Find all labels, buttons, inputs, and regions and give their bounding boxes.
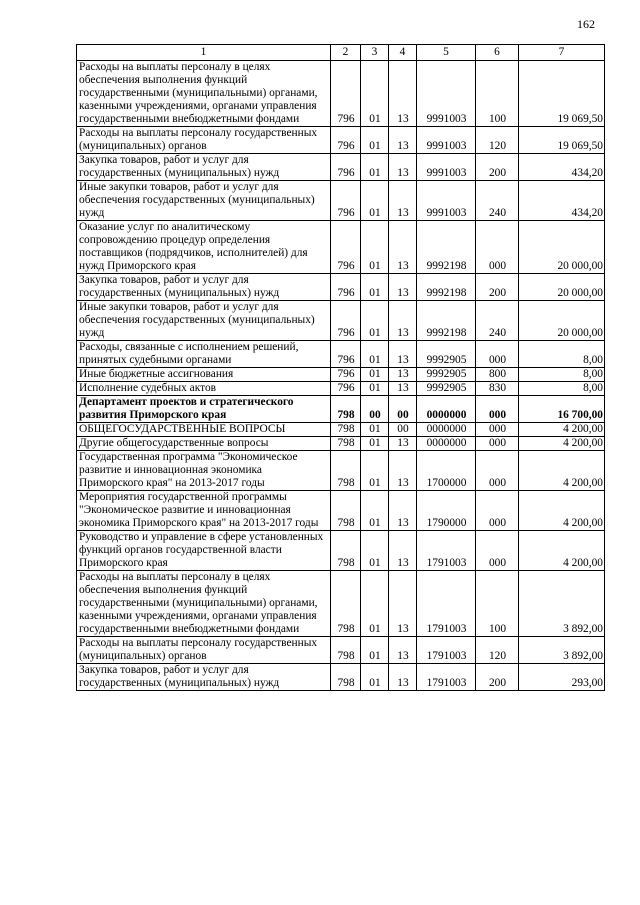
row-section-code: 01 — [361, 221, 389, 274]
row-subsection-code: 13 — [389, 664, 417, 691]
row-target-article: 1791003 — [417, 664, 476, 691]
row-name: Расходы на выплаты персоналу в целях обеспечения выполнения функций государственными (муниципальными) органами, казенными учреждениями, органами управления государственными внебюджетными фондами — [77, 61, 331, 127]
row-section-code: 01 — [361, 637, 389, 664]
row-department-code: 798 — [331, 664, 361, 691]
table-row — [77, 154, 605, 181]
row-department-code: 798 — [331, 531, 361, 571]
row-name: Закупка товаров, работ и услуг для государственных (муниципальных) нужд — [77, 274, 331, 301]
row-subsection-code: 00 — [389, 396, 417, 423]
row-subsection-code: 13 — [389, 531, 417, 571]
row-expense-type: 000 — [476, 221, 519, 274]
row-amount: 8,00 — [519, 368, 605, 382]
row-subsection-code: 13 — [389, 301, 417, 341]
row-department-code: 798 — [331, 451, 361, 491]
row-target-article: 9991003 — [417, 181, 476, 221]
row-amount: 20 000,00 — [519, 301, 605, 341]
row-expense-type: 800 — [476, 368, 519, 382]
row-department-code: 796 — [331, 274, 361, 301]
row-expense-type: 120 — [476, 127, 519, 154]
header-cell: 2 — [331, 45, 361, 61]
row-section-code: 01 — [361, 531, 389, 571]
table-row — [77, 127, 605, 154]
row-section-code: 01 — [361, 664, 389, 691]
row-amount: 434,20 — [519, 154, 605, 181]
row-name: Исполнение судебных актов — [77, 382, 331, 396]
row-department-code: 798 — [331, 571, 361, 637]
row-section-code: 01 — [361, 154, 389, 181]
row-expense-type: 000 — [476, 491, 519, 531]
row-subsection-code: 13 — [389, 61, 417, 127]
row-expense-type: 100 — [476, 61, 519, 127]
table-row — [77, 382, 605, 396]
row-expense-type: 000 — [476, 341, 519, 368]
table-row — [77, 396, 605, 423]
row-target-article: 9992905 — [417, 341, 476, 368]
row-amount: 8,00 — [519, 382, 605, 396]
row-name: Государственная программа "Экономическое развитие и инновационная экономика Приморского края" на 2013-2017 годы — [77, 451, 331, 491]
row-amount: 8,00 — [519, 341, 605, 368]
row-target-article: 1791003 — [417, 637, 476, 664]
table-row — [77, 531, 605, 571]
row-section-code: 01 — [361, 451, 389, 491]
row-department-code: 796 — [331, 368, 361, 382]
row-amount: 20 000,00 — [519, 221, 605, 274]
row-subsection-code: 13 — [389, 571, 417, 637]
row-department-code: 796 — [331, 221, 361, 274]
row-target-article: 9992198 — [417, 221, 476, 274]
header-cell: 4 — [389, 45, 417, 61]
row-subsection-code: 13 — [389, 181, 417, 221]
row-amount: 3 892,00 — [519, 637, 605, 664]
row-amount: 4 200,00 — [519, 491, 605, 531]
row-expense-type: 200 — [476, 274, 519, 301]
row-department-code: 798 — [331, 437, 361, 451]
table-row — [77, 664, 605, 691]
row-subsection-code: 13 — [389, 154, 417, 181]
row-target-article: 9991003 — [417, 61, 476, 127]
row-name: Иные закупки товаров, работ и услуг для обеспечения государственных (муниципальных) нужд — [77, 181, 331, 221]
row-amount: 3 892,00 — [519, 571, 605, 637]
row-amount: 293,00 — [519, 664, 605, 691]
row-name: Департамент проектов и стратегического развития Приморского края — [77, 396, 331, 423]
row-subsection-code: 13 — [389, 437, 417, 451]
table-row — [77, 341, 605, 368]
row-expense-type: 000 — [476, 451, 519, 491]
row-section-code: 01 — [361, 437, 389, 451]
row-amount: 4 200,00 — [519, 437, 605, 451]
row-department-code: 798 — [331, 396, 361, 423]
row-section-code: 01 — [361, 491, 389, 531]
row-subsection-code: 13 — [389, 274, 417, 301]
row-name: Расходы на выплаты персоналу государственных (муниципальных) органов — [77, 127, 331, 154]
row-expense-type: 000 — [476, 423, 519, 437]
row-expense-type: 830 — [476, 382, 519, 396]
row-subsection-code: 13 — [389, 451, 417, 491]
row-subsection-code: 13 — [389, 637, 417, 664]
row-expense-type: 240 — [476, 181, 519, 221]
row-subsection-code: 13 — [389, 491, 417, 531]
row-expense-type: 200 — [476, 664, 519, 691]
row-subsection-code: 13 — [389, 382, 417, 396]
row-target-article: 9991003 — [417, 154, 476, 181]
table-row — [77, 571, 605, 637]
row-department-code: 796 — [331, 382, 361, 396]
row-subsection-code: 13 — [389, 221, 417, 274]
table-row — [77, 491, 605, 531]
row-amount: 16 700,00 — [519, 396, 605, 423]
table-row — [77, 274, 605, 301]
row-section-code: 01 — [361, 61, 389, 127]
row-name: ОБЩЕГОСУДАРСТВЕННЫЕ ВОПРОСЫ — [77, 423, 331, 437]
row-department-code: 796 — [331, 127, 361, 154]
row-department-code: 796 — [331, 61, 361, 127]
table-row — [77, 451, 605, 491]
row-name: Мероприятия государственной программы "Экономическое развитие и инновационная экономика Приморского края" на 2013-2017 годы — [77, 491, 331, 531]
row-name: Расходы на выплаты персоналу государственных (муниципальных) органов — [77, 637, 331, 664]
row-subsection-code: 13 — [389, 341, 417, 368]
row-target-article: 0000000 — [417, 423, 476, 437]
row-target-article: 1790000 — [417, 491, 476, 531]
row-name: Оказание услуг по аналитическому сопровождению процедур определения поставщиков (подрядчиков, исполнителей) для нужд Приморского края — [77, 221, 331, 274]
row-amount: 4 200,00 — [519, 423, 605, 437]
row-subsection-code: 13 — [389, 127, 417, 154]
header-cell: 3 — [361, 45, 389, 61]
header-cell: 1 — [77, 45, 331, 61]
row-section-code: 01 — [361, 181, 389, 221]
row-section-code: 01 — [361, 341, 389, 368]
budget-table — [76, 44, 605, 691]
table-row — [77, 437, 605, 451]
row-target-article: 1791003 — [417, 571, 476, 637]
row-expense-type: 120 — [476, 637, 519, 664]
row-expense-type: 000 — [476, 437, 519, 451]
header-cell: 7 — [519, 45, 605, 61]
row-name: Закупка товаров, работ и услуг для государственных (муниципальных) нужд — [77, 664, 331, 691]
row-name: Закупка товаров, работ и услуг для государственных (муниципальных) нужд — [77, 154, 331, 181]
row-department-code: 798 — [331, 491, 361, 531]
row-expense-type: 000 — [476, 396, 519, 423]
row-target-article: 1700000 — [417, 451, 476, 491]
row-target-article: 9992905 — [417, 368, 476, 382]
row-subsection-code: 13 — [389, 368, 417, 382]
row-section-code: 01 — [361, 368, 389, 382]
table-row — [77, 423, 605, 437]
table-row — [77, 181, 605, 221]
row-section-code: 01 — [361, 571, 389, 637]
row-amount: 19 069,50 — [519, 127, 605, 154]
row-subsection-code: 00 — [389, 423, 417, 437]
row-section-code: 01 — [361, 423, 389, 437]
row-expense-type: 240 — [476, 301, 519, 341]
page-number: 162 — [577, 17, 595, 31]
header-cell: 5 — [417, 45, 476, 61]
header-row — [77, 45, 605, 61]
row-amount: 4 200,00 — [519, 451, 605, 491]
row-name: Руководство и управление в сфере установленных функций органов государственной власти Приморского края — [77, 531, 331, 571]
row-department-code: 796 — [331, 181, 361, 221]
table-row — [77, 61, 605, 127]
row-name: Расходы, связанные с исполнением решений, принятых судебными органами — [77, 341, 331, 368]
row-section-code: 00 — [361, 396, 389, 423]
row-expense-type: 100 — [476, 571, 519, 637]
row-amount: 4 200,00 — [519, 531, 605, 571]
row-target-article: 1791003 — [417, 531, 476, 571]
row-target-article: 9991003 — [417, 127, 476, 154]
row-department-code: 796 — [331, 154, 361, 181]
row-expense-type: 000 — [476, 531, 519, 571]
row-target-article: 9992198 — [417, 301, 476, 341]
table-row — [77, 637, 605, 664]
row-section-code: 01 — [361, 301, 389, 341]
table-row — [77, 368, 605, 382]
row-expense-type: 200 — [476, 154, 519, 181]
row-name: Иные закупки товаров, работ и услуг для обеспечения государственных (муниципальных) нужд — [77, 301, 331, 341]
row-section-code: 01 — [361, 382, 389, 396]
row-department-code: 796 — [331, 341, 361, 368]
row-target-article: 9992905 — [417, 382, 476, 396]
row-department-code: 798 — [331, 637, 361, 664]
row-section-code: 01 — [361, 274, 389, 301]
row-amount: 20 000,00 — [519, 274, 605, 301]
row-name: Иные бюджетные ассигнования — [77, 368, 331, 382]
row-target-article: 9992198 — [417, 274, 476, 301]
row-amount: 434,20 — [519, 181, 605, 221]
row-target-article: 0000000 — [417, 437, 476, 451]
row-section-code: 01 — [361, 127, 389, 154]
header-cell: 6 — [476, 45, 519, 61]
row-target-article: 0000000 — [417, 396, 476, 423]
table-row — [77, 301, 605, 341]
row-name: Другие общегосударственные вопросы — [77, 437, 331, 451]
row-name: Расходы на выплаты персоналу в целях обеспечения выполнения функций государственными (муниципальными) органами, казенными учреждениями, органами управления государственными внебюджетными фондами — [77, 571, 331, 637]
row-amount: 19 069,50 — [519, 61, 605, 127]
table-row — [77, 221, 605, 274]
row-department-code: 798 — [331, 423, 361, 437]
row-department-code: 796 — [331, 301, 361, 341]
